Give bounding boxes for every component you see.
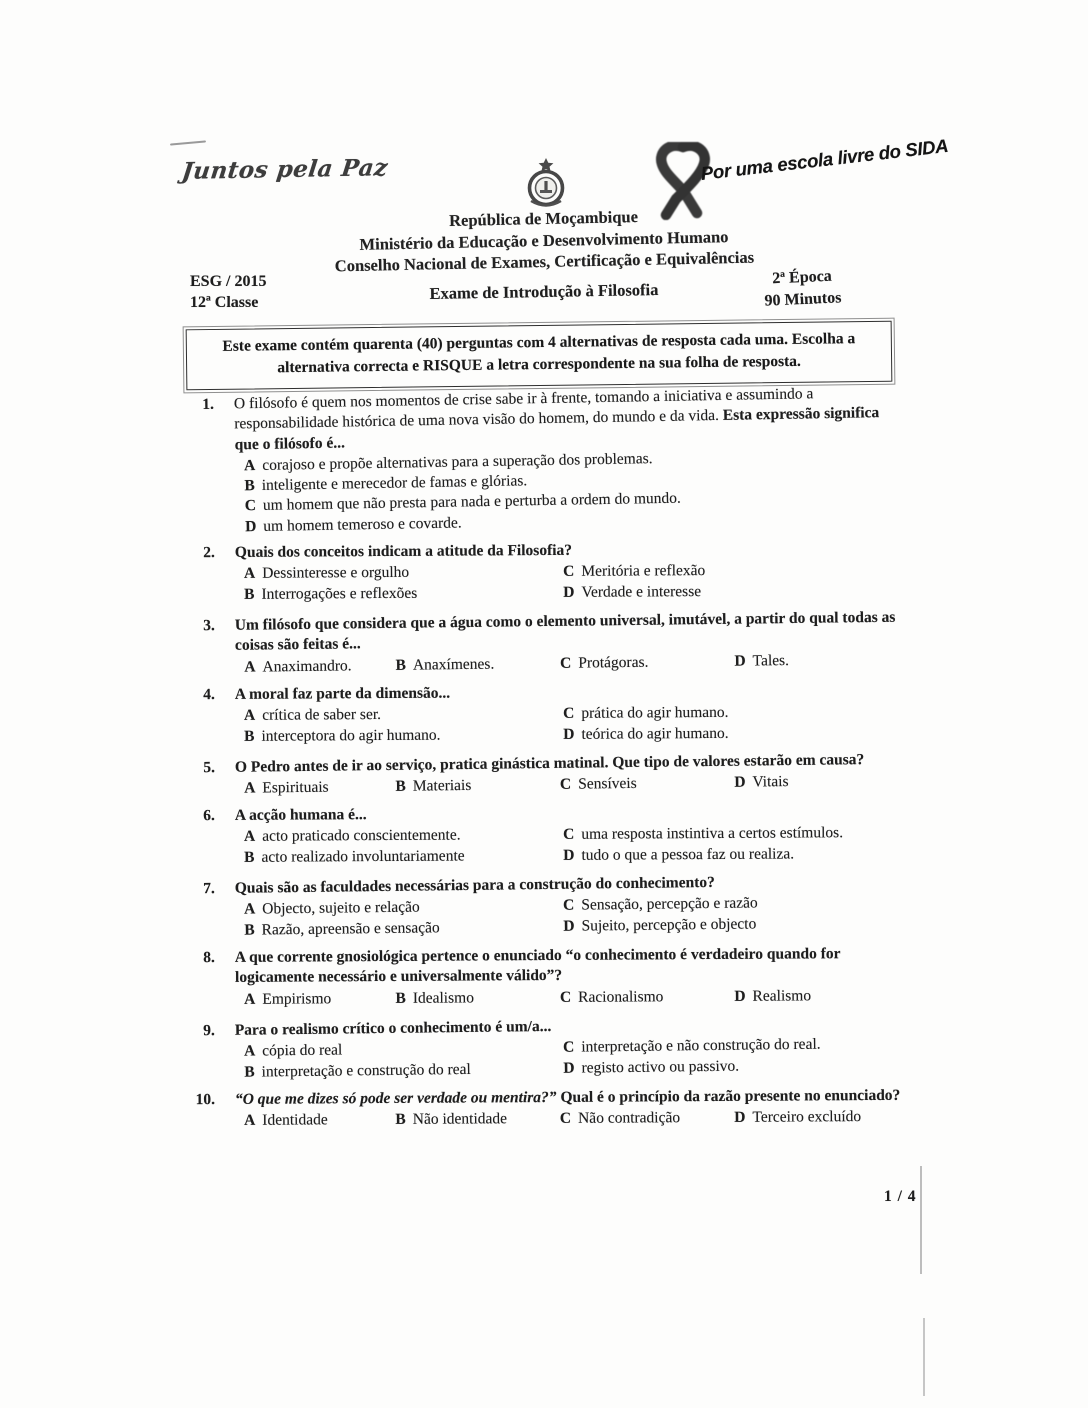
question-options [235, 1107, 902, 1131]
option-text: Não contradição [578, 1109, 681, 1128]
questions-list [188, 385, 902, 1139]
question-5 [188, 749, 902, 799]
exam-grade: 12ª Classe [190, 294, 259, 311]
option-text: registo activo ou passivo. [581, 1057, 740, 1077]
option-5-B [395, 775, 560, 797]
stem-segment: Um filósofo que considera que a água como o elemento universal, imutável, a partir do qual todas as coisas são feitas é... [234, 608, 896, 655]
stem-segment: Qual é o princípio da razão presente no enunciado? [560, 1086, 901, 1106]
option-text: Protágoras. [578, 653, 649, 672]
option-3-B [395, 653, 560, 675]
question-options [235, 823, 902, 868]
option-9-B [244, 1058, 563, 1082]
option-text: Sujeito, percepção e objecto [581, 915, 757, 935]
question-body [235, 539, 902, 605]
question-number: 3. [203, 617, 215, 635]
option-text: Dessinteresse e orgulho [262, 564, 410, 583]
option-text: interceptora do agir humano. [261, 726, 441, 745]
question-body [235, 944, 902, 1010]
option-letter: B [395, 989, 406, 1007]
question-stem [235, 944, 902, 989]
question-options [235, 1034, 902, 1083]
exam-code: ESG / 2015 [190, 273, 267, 290]
option-letter: A [244, 779, 256, 797]
stem-segment: A que corrente gnosiológica pertence o enunciado “o conhecimento é verdadeiro quando for logicamente necessário e universalmente válido”? [234, 945, 841, 987]
instructions-box [186, 321, 893, 391]
option-letter: D [734, 987, 746, 1005]
option-letter: B [244, 585, 255, 603]
question-3 [188, 608, 903, 679]
option-letter: A [244, 658, 256, 676]
option-letter: C [559, 654, 572, 672]
option-text: crítica de saber ser. [262, 706, 382, 724]
option-text: Meritória e reflexão [581, 562, 706, 581]
question-number: 2. [203, 544, 215, 562]
option-2-D [563, 580, 902, 602]
option-4-A [244, 704, 563, 726]
option-text: um homem temeroso e covarde. [263, 514, 462, 535]
option-letter: A [243, 456, 256, 475]
exam-duration: 90 Minutos [764, 288, 842, 310]
stem-segment: O Pedro antes de ir ao serviço, pratica ginástica matinal. Que tipo de valores estarão em causa? [234, 750, 865, 776]
option-text: Interrogações e reflexões [261, 584, 418, 603]
option-text: Não identidade [412, 1110, 508, 1129]
option-letter: B [244, 848, 255, 866]
option-7-D [563, 912, 902, 936]
option-letter: D [244, 517, 257, 536]
question-number: 7. [203, 880, 215, 898]
stem-segment: Quais dos conceitos indicam a atitude da Filosofia? [234, 541, 573, 561]
option-letter: C [244, 497, 257, 515]
option-text: cópia do real [262, 1041, 343, 1060]
option-letter: A [243, 901, 256, 919]
option-10-C [560, 1108, 734, 1129]
option-5-D [734, 771, 902, 793]
option-letter: A [244, 1111, 256, 1130]
option-2-C [563, 560, 902, 582]
option-2-B [244, 583, 563, 605]
option-letter: C [563, 1038, 575, 1057]
option-6-B [244, 846, 563, 868]
option-text: Empirismo [262, 990, 332, 1008]
exam-title: Exame de Introdução à Filosofia [429, 280, 659, 303]
option-letter: A [243, 706, 256, 724]
option-text: Identidade [262, 1111, 328, 1129]
question-8 [188, 944, 902, 1010]
stem-segment: Esta expressão significa que o filósofo é... [234, 404, 880, 454]
question-options [235, 892, 902, 941]
option-letter: A [243, 1042, 256, 1060]
question-stem [235, 681, 902, 705]
option-letter: C [563, 704, 575, 723]
scan-artifact-top-left [170, 140, 206, 145]
option-text: tudo o que a pessoa faz ou realiza. [581, 845, 795, 864]
option-letter: C [563, 897, 575, 915]
question-stem [235, 539, 902, 563]
question-body [235, 871, 903, 941]
question-stem [234, 383, 902, 456]
option-7-B [244, 917, 563, 941]
question-body [235, 681, 902, 747]
question-7 [188, 871, 903, 942]
option-letter: A [244, 990, 256, 1008]
option-3-A [244, 655, 396, 677]
option-text: prática do agir humano. [581, 704, 729, 722]
exam-epoch: 2ª Época [771, 267, 833, 288]
question-2 [188, 539, 902, 605]
stem-segment: “O que me dizes só pode ser verdade ou mentira?” [234, 1088, 561, 1108]
option-letter: D [563, 1059, 575, 1077]
option-6-D [563, 844, 902, 866]
option-letter: B [244, 921, 255, 939]
option-8-D [734, 986, 902, 1007]
option-text: corajoso e propõe alternativas para a superação dos problemas. [262, 450, 653, 474]
option-4-D [563, 722, 902, 744]
option-10-A [244, 1110, 395, 1131]
question-number: 9. [203, 1022, 215, 1040]
option-text: Sensação, percepção e razão [581, 894, 758, 915]
question-4 [188, 681, 902, 747]
option-text: acto praticado conscientemente. [262, 827, 461, 846]
option-letter: B [395, 656, 407, 674]
motto-juntos-pela-paz: Juntos pela Paz [180, 154, 390, 185]
question-1 [187, 383, 903, 539]
option-letter: B [395, 777, 406, 795]
scan-artifact-right-line-1 [920, 1166, 922, 1274]
option-text: Tales. [752, 651, 790, 670]
question-number: 10. [195, 1090, 215, 1109]
option-text: Idealismo [412, 989, 474, 1007]
option-text: Racionalismo [578, 987, 664, 1006]
question-options [235, 560, 902, 605]
option-text: Objecto, sujeito e relação [262, 899, 420, 918]
option-letter: B [244, 727, 255, 745]
option-text: Verdade e interesse [581, 582, 702, 601]
question-body [234, 383, 903, 538]
stem-segment: A acção humana é... [234, 806, 367, 825]
option-text: Anaximandro. [262, 656, 352, 676]
option-text: Materiais [412, 776, 472, 795]
question-body [235, 802, 902, 868]
option-5-C [560, 773, 735, 795]
question-9 [188, 1013, 903, 1084]
option-8-B [395, 988, 560, 1009]
option-letter: A [243, 828, 256, 846]
question-body [235, 608, 903, 678]
question-10 [188, 1086, 902, 1132]
option-5-A [244, 777, 396, 799]
instructions-text: Este exame contém quarenta (40) perguntas com 4 alternativas de resposta cada uma. Escolha a alternativa correcta e RISQUE a letra correspondente na sua folha de resposta. [222, 330, 856, 377]
question-body [235, 1086, 902, 1132]
option-letter: D [563, 917, 575, 935]
question-stem [235, 1086, 902, 1110]
option-6-C [563, 823, 902, 845]
option-6-A [244, 826, 563, 848]
option-letter: C [563, 563, 575, 581]
option-8-A [244, 989, 395, 1010]
option-text: Espirituais [262, 778, 329, 797]
option-text: inteligente e merecedor de famas e glórias. [261, 472, 528, 495]
scan-artifact-right-line-2 [923, 1318, 925, 1396]
option-letter: A [243, 565, 256, 583]
question-number: 5. [203, 758, 215, 776]
stem-segment: A moral faz parte da dimensão... [234, 684, 451, 703]
option-text: acto realizado involuntariamente [261, 847, 465, 866]
question-options [235, 445, 903, 538]
question-options [235, 702, 902, 747]
option-3-C [560, 651, 735, 673]
option-text: Vitais [752, 773, 789, 791]
question-number: 1. [202, 395, 215, 413]
option-letter: C [559, 775, 572, 793]
question-number: 6. [203, 807, 215, 825]
option-letter: D [734, 652, 746, 670]
letterhead-council: Conselho Nacional de Exames, Certificação e Equivalências [334, 247, 755, 276]
option-text: interpretação e construção do real [261, 1060, 471, 1081]
option-text: Anaxímenes. [412, 655, 495, 674]
question-stem [235, 608, 902, 657]
option-letter: D [734, 773, 746, 791]
question-number: 8. [203, 949, 215, 967]
option-text: teórica do agir humano. [581, 724, 729, 743]
exam-meta-right [744, 265, 861, 313]
stem-segment: O filósofo é quem nos momentos de crise sabe ir à frente, tomando a iniciativa e assumindo a responsabilidade histórica de uma nova visão do homem, do mundo e da vida. [233, 385, 814, 433]
option-letter: D [563, 583, 575, 601]
option-letter: B [395, 1111, 406, 1129]
option-8-C [560, 987, 734, 1008]
option-letter: B [244, 477, 255, 495]
option-text: um homem que não presta para nada e perturba a ordem do mundo. [262, 490, 681, 515]
option-10-B [395, 1109, 560, 1130]
option-letter: D [563, 846, 575, 864]
option-text: uma resposta instintiva a certos estímulos. [581, 824, 844, 844]
question-body [235, 1013, 903, 1083]
letterhead-ministry: Ministério da Educação e Desenvolvimento Humano [359, 226, 729, 254]
option-text: Realismo [752, 987, 812, 1005]
option-10-D [734, 1107, 902, 1128]
page-number: 1 / 4 [884, 1188, 917, 1205]
option-letter: D [734, 1108, 746, 1127]
option-text: Terceiro excluído [752, 1108, 862, 1126]
stem-segment: Para o realismo crítico o conhecimento é um/a... [234, 1017, 552, 1039]
option-9-D [563, 1054, 902, 1078]
option-text: Sensíveis [578, 774, 637, 793]
option-2-A [244, 562, 563, 584]
stem-segment: Quais são as faculdades necessárias para a construção do conhecimento? [234, 874, 715, 898]
option-letter: C [559, 988, 572, 1006]
option-4-B [244, 724, 563, 746]
letterhead-republic: República de Moçambique [448, 207, 639, 230]
mozambique-emblem-icon [521, 157, 571, 213]
option-letter: C [563, 826, 575, 844]
option-text: interpretação e não construção do real. [581, 1035, 821, 1056]
option-letter: C [559, 1110, 572, 1128]
question-number: 4. [203, 685, 215, 703]
option-3-D [734, 649, 902, 671]
option-4-C [563, 702, 902, 724]
ribbon-slogan: Por uma escola livre do SIDA [699, 134, 950, 184]
question-body [235, 749, 902, 799]
option-letter: D [563, 725, 575, 743]
question-6 [188, 802, 902, 868]
question-options [235, 986, 902, 1010]
option-letter: B [244, 1063, 255, 1081]
option-text: Razão, apreensão e sensação [261, 919, 440, 939]
